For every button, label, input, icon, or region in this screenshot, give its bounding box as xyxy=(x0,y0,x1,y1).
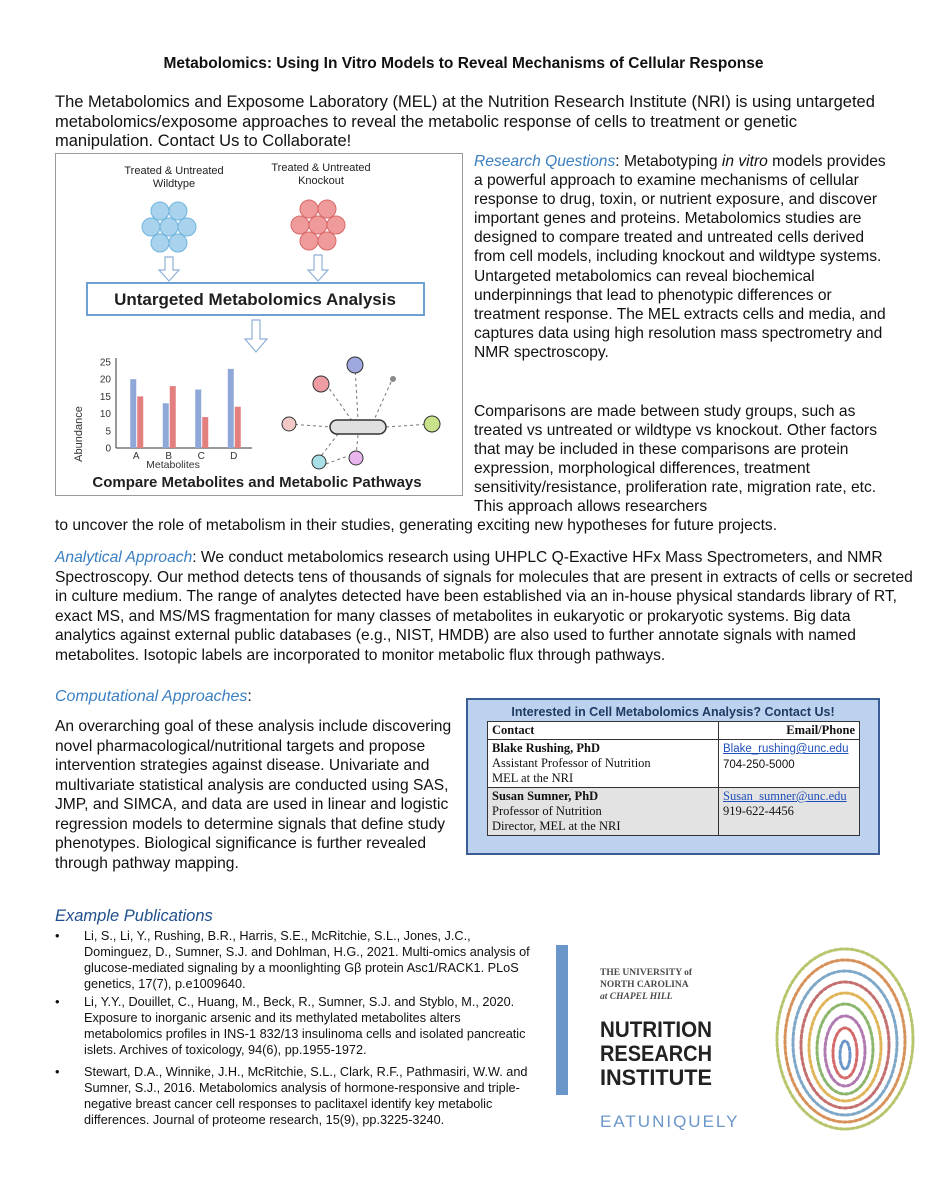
chart-bar xyxy=(170,386,176,448)
chart-y-tick-label: 10 xyxy=(99,409,111,421)
contact-org: Director, MEL at the NRI xyxy=(492,819,621,833)
logo-name-line3: INSTITUTE xyxy=(600,1065,712,1090)
chart-y-tick-label: 5 xyxy=(105,426,111,438)
pathway-network xyxy=(282,357,440,469)
contact-column-header: Contact xyxy=(488,722,719,740)
contact-person-cell xyxy=(488,788,719,836)
logo-name-line1: NUTRITION xyxy=(600,1017,712,1042)
contact-email-link[interactable]: Blake_rushing@unc.edu xyxy=(723,743,849,755)
contact-row xyxy=(488,740,860,788)
network-node xyxy=(349,451,363,465)
logo-university-line2: NORTH CAROLINA xyxy=(600,980,689,990)
chart-bar xyxy=(130,379,136,448)
contact-table-header xyxy=(488,722,860,740)
network-node xyxy=(312,455,326,469)
computational-heading: Computational Approaches xyxy=(55,688,248,705)
group-right-label: Treated & Untreated xyxy=(271,162,371,174)
research-questions-text-b: models provides a powerful approach to examine mechanisms of cellular response to drug, toxin, or nutrient exposure, and discover important genes and proteins. Metabolomics studies are designed to compare treated and untreated cells derived from cell models, including knockout and wildtype systems. Untargeted metabolomics can reveal biochemical underpinnings that lead to phenotypic differences or treatment response. The MEL extracts cells and media, and captures data using high resolution mass spectrometry and NMR spectroscopy. xyxy=(474,153,886,361)
chart-bar xyxy=(163,403,169,448)
workflow-figure xyxy=(55,153,463,496)
contact-role: Professor of Nutrition xyxy=(492,804,602,818)
logo-tagline: EATUNIQUELY xyxy=(600,1112,740,1130)
research-questions-italic: in vitro xyxy=(721,153,768,170)
chart-ylabel: Abundance xyxy=(73,406,85,462)
page-title: Metabolomics: Using In Vitro Models to Reveal Mechanisms of Cellular Response xyxy=(163,55,764,72)
publications-heading: Example Publications xyxy=(55,907,213,925)
nri-logo xyxy=(556,945,766,1130)
contact-role: Assistant Professor of Nutrition xyxy=(492,756,651,770)
chart-x-tick-label: A xyxy=(132,451,140,462)
contact-email-link[interactable]: Susan_sumner@unc.edu xyxy=(723,789,847,803)
chart-bar xyxy=(202,417,208,448)
analytical-approach xyxy=(55,548,915,665)
chart-x-tick-label: D xyxy=(230,451,238,462)
contact-name: Blake Rushing, PhD xyxy=(492,741,601,755)
publication-item: • Li, Y.Y., Douillet, C., Huang, M., Beck, R., Sumner, S.J. and Styblo, M., 2020. Exposure to inorganic arsenic and its methylated metabolites alters metabolomics profiles in INS-1 832/13 insulinoma cells and isolated pancreatic islets. Archives of toxicology, 94(6), pp.1955-1972. xyxy=(55,994,540,1058)
network-node xyxy=(282,417,296,431)
network-node xyxy=(347,357,363,373)
nri-logo-svg xyxy=(556,945,766,1130)
contact-phone: 704-250-5000 xyxy=(723,759,795,771)
fingerprint-image xyxy=(773,944,918,1134)
analysis-label: Untargeted Metabolomics Analysis xyxy=(114,290,396,309)
chart-y-tick-label: 15 xyxy=(99,391,111,403)
research-questions xyxy=(474,152,889,362)
wildtype-cell-cluster xyxy=(142,202,196,252)
comparisons-paragraph: Comparisons are made between study groups, such as treated vs untreated or wildtype vs knockout. Other factors that may be included in these comparisons are protein expression, morphological differences, treatment sensitivity/resistance, proliferation rate, migration rate, etc. This approach allows researchers xyxy=(474,403,878,516)
computational-text: An overarching goal of these analysis include discovering novel pharmacological/nutritional targets and propose intervention strategies against disease. Univariate and multivariate statistical analysis are conducted using SAS, JMP, and SIMCA, and data are used in linear and logistic regression models to determine signals that define study phenotypes. Biological significance is further revealed through pathway mapping. xyxy=(55,718,452,872)
chart-xlabel: Metabolites xyxy=(146,459,200,471)
knockout-cell-cluster xyxy=(291,200,345,250)
logo-university-line3: at CHAPEL HILL xyxy=(600,992,673,1002)
chart-bar xyxy=(228,369,234,448)
figure-caption: Compare Metabolites and Metabolic Pathways xyxy=(92,474,422,491)
chart-y-tick-label: 20 xyxy=(99,374,111,386)
intro-paragraph: The Metabolomics and Exposome Laboratory (MEL) at the Nutrition Research Institute (NRI) is using untargeted metabolomics/exposome approaches to reveal the metabolic response of cells to treatment or genetic manipulation. Contact Us to Collaborate! xyxy=(55,93,875,150)
comparisons-paragraph-tail: to uncover the role of metabolism in their studies, generating exciting new hypotheses for future projects. xyxy=(55,517,778,534)
contact-phone: 919-622-4456 xyxy=(723,804,794,818)
group-left-sublabel: Wildtype xyxy=(152,178,196,190)
logo-name-line2: RESEARCH xyxy=(600,1041,712,1066)
chart-bar xyxy=(195,390,201,448)
abundance-bar-chart xyxy=(100,358,252,463)
logo-university-line1: THE UNIVERSITY of xyxy=(600,968,693,978)
contact-box xyxy=(466,698,880,855)
chart-x-tick-label: C xyxy=(197,451,205,462)
chart-y-tick-label: 0 xyxy=(105,443,111,455)
contact-details-cell xyxy=(719,740,860,788)
publication-item: • Stewart, D.A., Winnike, J.H., McRitchie, S.L., Clark, R.F., Pathmasiri, W.W. and Sumner, S.J., 2016. Metabolomics analysis of hormone-responsive and triple-negative breast cancer cell responses to paclitaxel identify key metabolic differences. Journal of proteome research, 15(9), pp.3225-3240. xyxy=(55,1064,540,1128)
fingerprint-svg xyxy=(773,944,918,1134)
publication-item: • Li, S., Li, Y., Rushing, B.R., Harris, S.E., McRitchie, S.L., Jones, J.C., Dominguez, D., Sumner, S.J. and Dohlman, H.G., 2021. Multi-omics analysis of glucose-mediated signaling by a moonlighting Gβ protein Asc1/RACK1. PLoS genetics, 17(7), p.e1009640. xyxy=(55,928,540,992)
contact-details-cell xyxy=(719,788,860,836)
contact-box-title: Interested in Cell Metabolomics Analysis? Contact Us! xyxy=(511,705,835,719)
network-node xyxy=(424,416,440,432)
research-questions-heading: Research Questions xyxy=(474,153,616,170)
contact-table xyxy=(487,721,860,836)
chart-bar xyxy=(137,396,143,448)
chart-bar xyxy=(235,407,241,448)
analytical-heading: Analytical Approach xyxy=(55,549,193,566)
chart-x-tick-label: B xyxy=(165,451,173,462)
group-left-label: Treated & Untreated xyxy=(124,165,224,177)
contact-org: MEL at the NRI xyxy=(492,771,574,785)
publications-list xyxy=(55,928,540,1130)
analytical-text: : We conduct metabolomics research using UHPLC Q-Exactive HFx Mass Spectrometers, and NMR Spectroscopy. Our method detects tens of thousands of signals for molecules that are present in extracts of cells or secreted in culture medium. The range of analytes detected have been established via an in-house physical standards library of RT, exact MS, and MS/MS fragmentation for many classes of metabolites in eukaryotic or prokaryotic systems. Big data analytics against external public databases (e.g., NIST, HMDB) are also used to further annotate signals with named metabolites. Isotopic labels are incorporated to monitor metabolic flux through pathways. xyxy=(55,549,913,664)
research-questions-text-a: : Metabotyping xyxy=(615,153,722,170)
network-node xyxy=(390,376,396,382)
logo-bar xyxy=(556,945,568,1095)
chart-y-tick-label: 25 xyxy=(99,357,111,369)
workflow-figure-svg xyxy=(56,154,462,495)
computational-colon: : xyxy=(247,688,252,705)
network-node xyxy=(313,376,329,392)
contact-name: Susan Sumner, PhD xyxy=(492,789,599,803)
pathway-hub xyxy=(330,420,386,434)
email-column-header: Email/Phone xyxy=(719,722,860,740)
contact-person-cell xyxy=(488,740,719,788)
group-right-sublabel: Knockout xyxy=(298,175,344,187)
computational-heading-line xyxy=(55,688,252,706)
contact-row xyxy=(488,788,860,836)
